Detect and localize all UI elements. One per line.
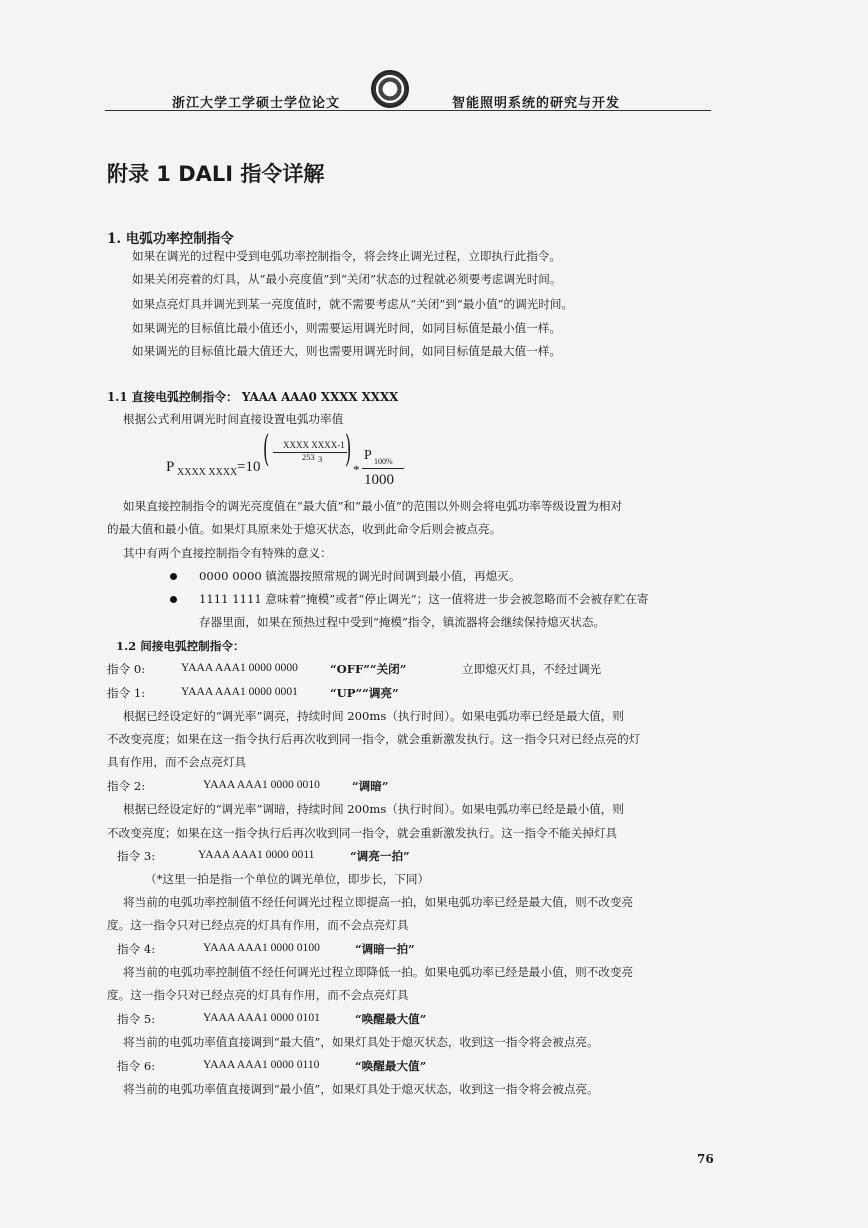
bullet-icon xyxy=(170,596,177,603)
cmd6-label: 指令 6: xyxy=(117,1059,156,1073)
formula-eq: =10 xyxy=(237,459,261,475)
s11-intro: 根据公式利用调光时间直接设置电弧功率值 xyxy=(123,412,344,426)
cmd2-label: 指令 2: xyxy=(107,779,146,793)
cmd1-name: “UP”“调亮” xyxy=(330,686,399,700)
section1-line: 如果在调光的过程中受到电弧功率控制指令，将会终止调光过程，立即执行此指令。 xyxy=(132,249,561,263)
section1-line: 如果调光的目标值比最大值还大，则也需要用调光时间，如同目标值是最大值一样。 xyxy=(132,344,561,358)
cmd1-label: 指令 1: xyxy=(107,686,146,700)
s11-paragraph: 如果直接控制指令的调光亮度值在“最大值”和“最小值”的范围以外则会将电弧功率等级设置为相对 xyxy=(123,499,623,513)
formula-mul: * xyxy=(353,462,360,477)
cmd4-code: YAAA AAA1 0000 0100 xyxy=(203,941,320,954)
s12-heading: 1.2 间接电弧控制指令： xyxy=(116,639,245,653)
formula-denominator: 1000 xyxy=(364,472,394,488)
cmd1-text: 根据已经设定好的“调光率”调亮，持续时间 200ms（执行时间）。如果电弧功率已经是最大值，则 xyxy=(123,709,624,723)
cmd3-text: 将当前的电弧功率控制值不经任何调光过程立即提高一拍，如果电弧功率已经是最大值，则不改变亮 xyxy=(123,895,634,909)
s11-heading: 1.1 直接电弧控制指令： YAAA AAA0 XXXX XXXX xyxy=(107,390,399,404)
cmd1-text: 具有作用，而不会点亮灯具 xyxy=(107,755,247,769)
cmd0-label: 指令 0: xyxy=(107,662,146,676)
cmd5-name: “唤醒最大值” xyxy=(355,1012,427,1026)
cmd2-code: YAAA AAA1 0000 0010 xyxy=(203,778,320,791)
cmd1-code: YAAA AAA1 0000 0001 xyxy=(181,685,298,698)
cmd2-text: 根据已经设定好的“调光率”调暗，持续时间 200ms（执行时间）。如果电弧功率已经是最小值，则 xyxy=(123,802,624,816)
cmd4-label: 指令 4: xyxy=(117,942,156,956)
page-title: 附录 1 DALI 指令详解 xyxy=(107,162,325,186)
formula-exp-denominator2: 3 xyxy=(318,454,323,464)
s11-bullet: 1111 1111 意味着“掩模”或者“停止调光”；这一值将进一步会被忽略而不会被存贮在寄 xyxy=(199,592,649,606)
cmd5-text: 将当前的电弧功率值直接调到“最大值”，如果灯具处于熄灭状态，收到这一指令将会被点亮。 xyxy=(123,1035,599,1049)
bullet-icon xyxy=(170,573,177,580)
header-rule xyxy=(105,110,711,111)
section1-line: 如果调光的目标值比最小值还小，则需要运用调光时间，如同目标值是最小值一样。 xyxy=(132,321,561,335)
s11-bullet-continued: 存器里面，如果在预热过程中受到“掩模”指令，镇流器将会继续保持熄灭状态。 xyxy=(199,615,606,629)
header-right-title: 智能照明系统的研究与开发 xyxy=(452,96,621,111)
formula-right-paren: ) xyxy=(345,429,352,470)
section1-line: 如果关闭亮着的灯具，从“最小亮度值”到“关闭”状态的过程就必须要考虑调光时间。 xyxy=(132,272,562,286)
cmd6-text: 将当前的电弧功率值直接调到“最小值”，如果灯具处于熄灭状态，收到这一指令将会被点亮。 xyxy=(123,1082,599,1096)
s11-bullet: 0000 0000 镇流器按照常规的调光时间调到最小值，再熄灭。 xyxy=(199,569,521,583)
cmd3-code: YAAA AAA1 0000 0011 xyxy=(198,848,315,861)
cmd3-note: （*这里一拍是指一个单位的调光单位，即步长，下同） xyxy=(145,872,430,886)
cmd3-label: 指令 3: xyxy=(117,849,156,863)
cmd6-name: “唤醒最大值” xyxy=(355,1059,427,1073)
cmd6-code: YAAA AAA1 0000 0110 xyxy=(203,1058,320,1071)
s11-paragraph: 其中有两个直接控制指令有特殊的意义： xyxy=(123,546,332,560)
cmd3-text: 度。这一指令只对已经点亮的灯具有作用，而不会点亮灯具 xyxy=(107,918,409,932)
cmd3-name: “调亮一拍” xyxy=(350,849,410,863)
section1-line: 如果点亮灯具并调光到某一亮度值时，就不需要考虑从“关闭”到“最小值”的调光时间。 xyxy=(132,297,574,311)
university-emblem-icon xyxy=(371,70,409,108)
cmd0-name: “OFF”“关闭” xyxy=(330,662,407,676)
formula-numerator-sub: 100% xyxy=(374,457,393,466)
s11-paragraph: 的最大值和最小值。如果灯具原来处于熄灭状态，收到此命令后则会被点亮。 xyxy=(107,522,502,536)
formula-bar xyxy=(362,468,404,469)
cmd0-desc: 立即熄灭灯具，不经过调光 xyxy=(462,662,602,676)
cmd0-code: YAAA AAA1 0000 0000 xyxy=(181,661,298,674)
cmd4-text: 将当前的电弧功率控制值不经任何调光过程立即降低一拍。如果电弧功率已经是最小值，则不改变亮 xyxy=(123,965,634,979)
formula-left-paren: ( xyxy=(263,429,270,470)
cmd5-label: 指令 5: xyxy=(117,1012,156,1026)
cmd1-text: 不改变亮度；如果在这一指令执行后再次收到同一指令，就会重新激发执行。这一指令只对已经点亮的灯 xyxy=(107,732,641,746)
page-number: 76 xyxy=(697,1152,714,1166)
cmd2-text: 不改变亮度；如果在这一指令执行后再次收到同一指令，就会重新激发执行。这一指令不能关掉灯具 xyxy=(107,826,618,840)
formula-exp-denominator: 253 xyxy=(302,452,315,462)
cmd2-name: “调暗” xyxy=(352,779,389,793)
section1-heading: 1. 电弧功率控制指令 xyxy=(107,231,234,247)
header-left-title: 浙江大学工学硕士学位论文 xyxy=(172,96,341,111)
cmd4-text: 度。这一指令只对已经点亮的灯具有作用，而不会点亮灯具 xyxy=(107,988,409,1002)
formula-exp-numerator: XXXX XXXX-1 xyxy=(283,440,345,450)
cmd4-name: “调暗一拍” xyxy=(355,942,415,956)
cmd5-code: YAAA AAA1 0000 0101 xyxy=(203,1011,320,1024)
formula-numerator: P xyxy=(364,448,372,463)
formula-lhs: P xyxy=(166,459,175,475)
formula-lhs-sub: XXXX XXXX xyxy=(177,467,238,478)
